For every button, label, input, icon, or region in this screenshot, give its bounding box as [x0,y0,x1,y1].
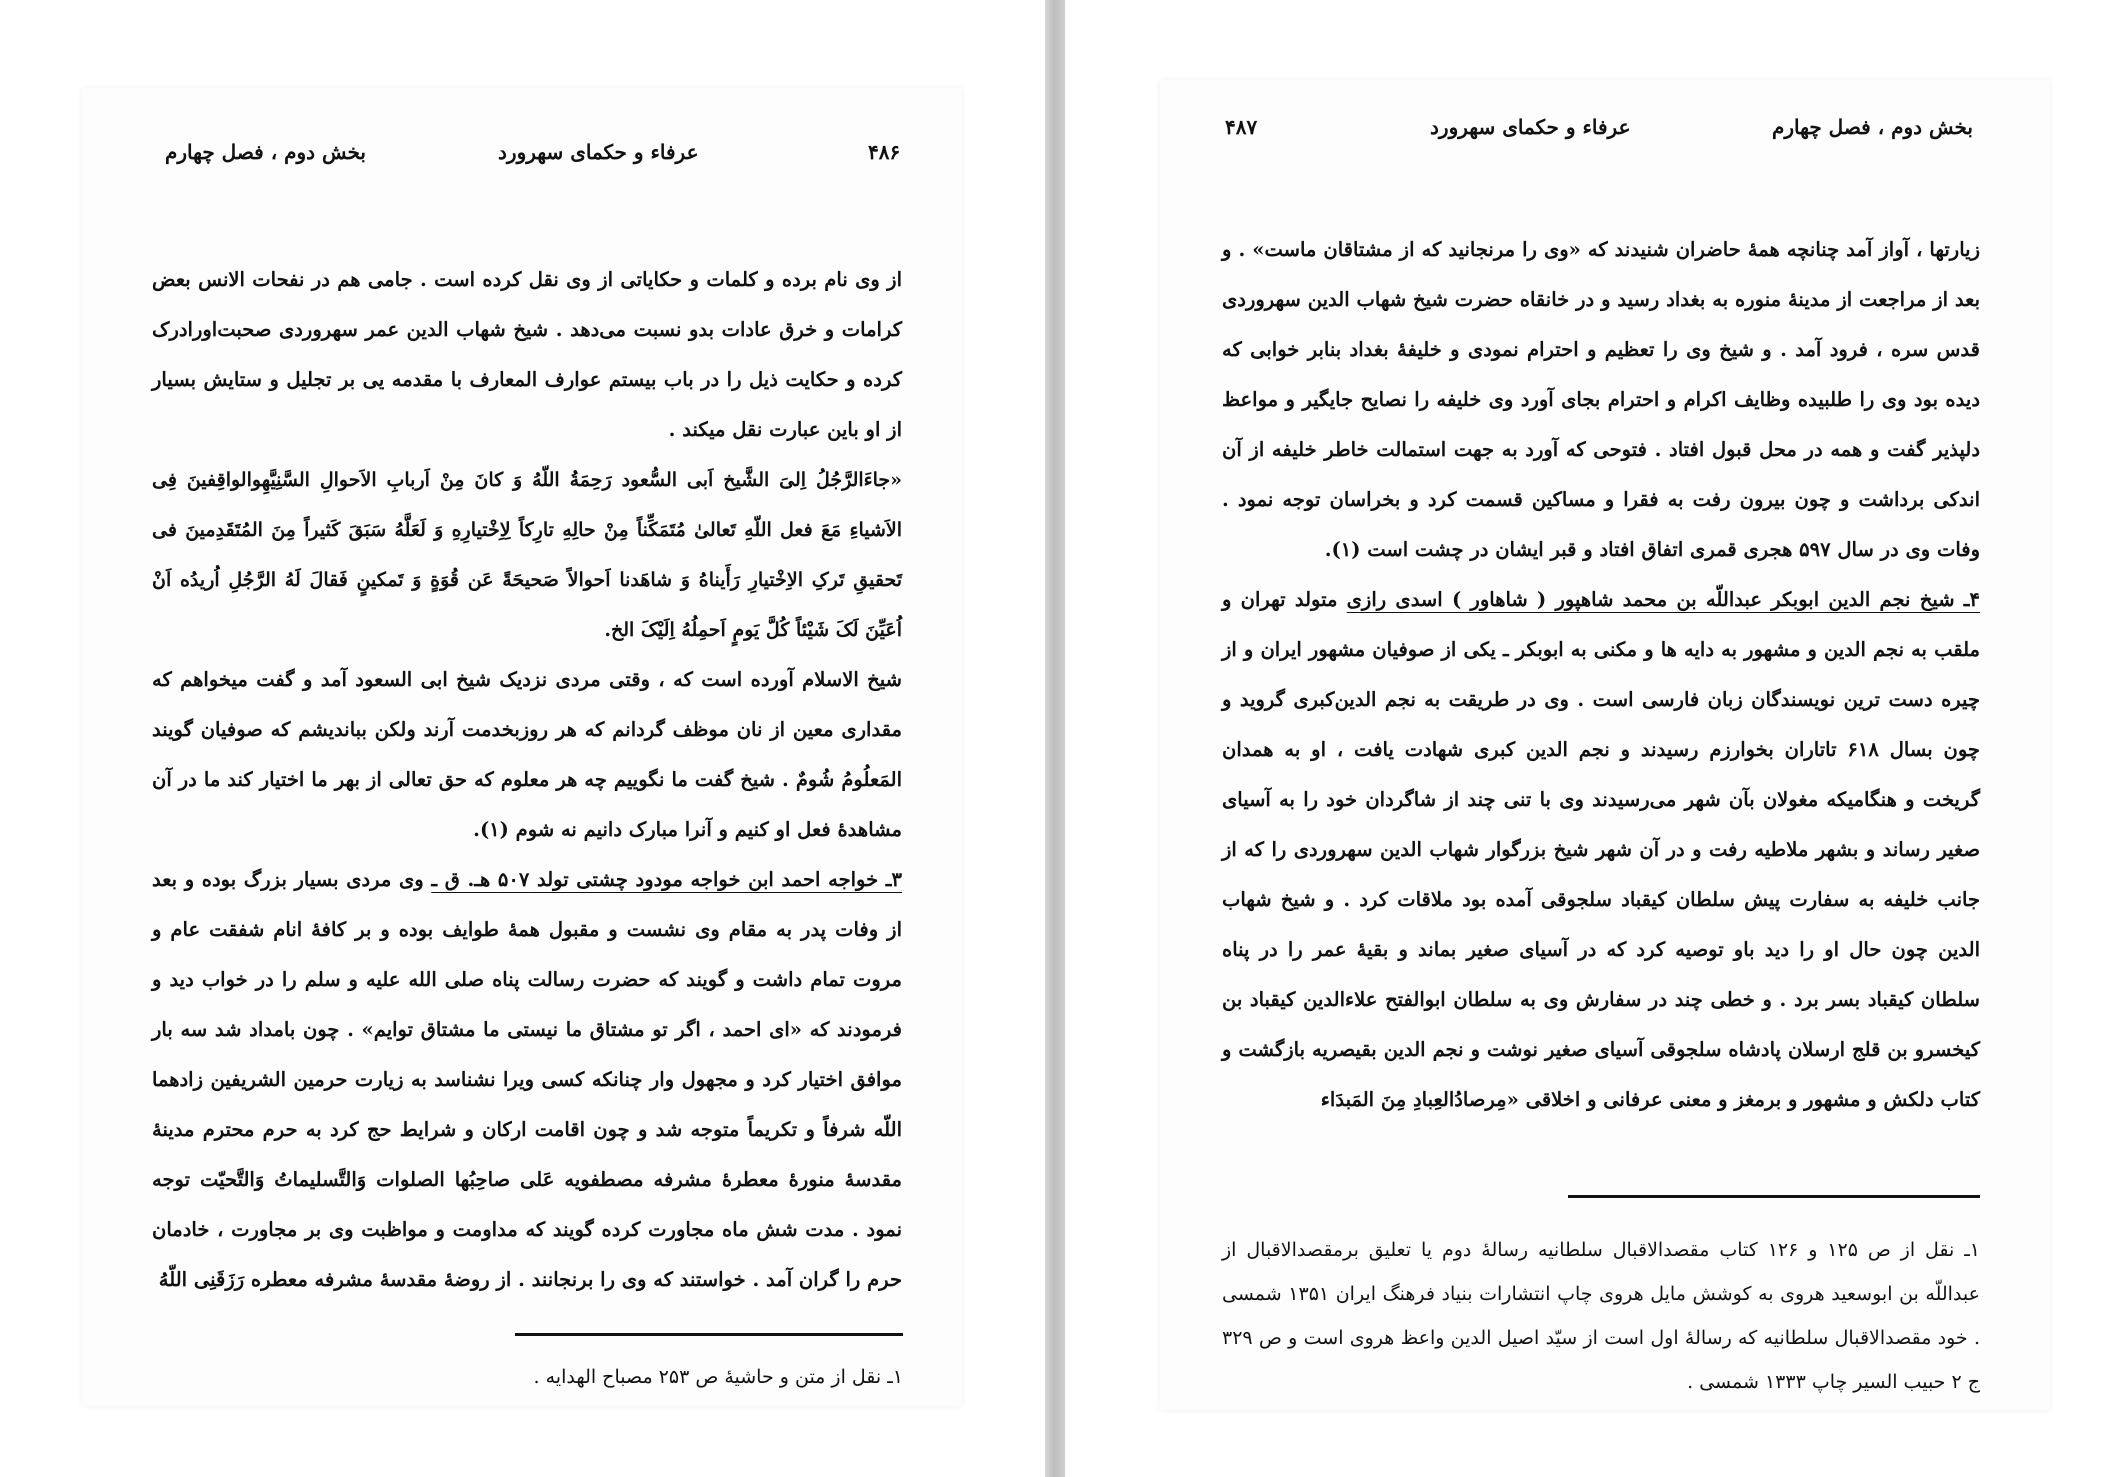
left-page [0,0,1045,1477]
left-page-body [152,255,902,1305]
paragraph-text: متولد تهران و ملقب به نجم الدین و مشهور به دایه ها و مکنی به ابوبکر ـ یکی از صوفیان مشهور ایران و از چیره دست ترین نویسندگان زبان فارسی است . وی در طریقت به نجم الدین‌کبری گروید و چون بسال ۶۱۸ تاتاران بخوارزم رسیدند و نجم الدین کبری شهادت یافت ، او به همدان گریخت و هنگامیکه مغولان بآن شهر می‌رسیدند وی با تنی چند از شاگردان خود را به آسیای صغیر رساند و بشهر ملاطیه رفت و در آن شهر شیخ بزرگوار شهاب الدین سهروردی را که از جانب خلیفه به سفارت پیش سلطان کیقباد سلجوقی آمده بود ملاقات کرد . و شیخ شهاب الدین چون حال او را دید باو توصیه کرد که در آسیای صغیر بماند و بقیهٔ عمر را در پناه سلطان کیقباد بسر برد . و خطی چند در سفارش وی به سلطان ابوالفتح علاءالدین کیقباد بن کیخسرو بن قلج ارسلان پادشاه سلجوقی آسیای صغیر نوشت و نجم الدین بقیصریه بازگشت و کتاب دلکش و مشهور و برمغز و معنی عرفانی و اخلاقی «مِرصادُالعِبادِ مِنَ المَبدَاء [1222,588,1980,1111]
right-page-body [1222,225,1980,1125]
paragraph: از وی نام برده و کلمات و حکایاتی از وی نقل کرده است . جامی هم در نفحات الانس بعض کرامات و خرق عادات بدو نسبت می‌دهد . شیخ شهاب الدین عمر سهروردی صحبت‌اورادرک کرده و حکایت ذیل را در باب بیستم عوارف المعارف با مقدمه یی بر تجلیل و ستایش بسیار از او باین عبارت نقل میکند . [152,268,902,441]
section-title: بخش دوم ، فصل چهارم [1772,115,1973,139]
arabic-quote: «جاءَالرَّجُلُ اِلیَ الشَّیخ اَبی السُّعود رَحِمَةُ اللّهُ وَ کانَ مِنْ اَربابِ الاَحوالِ السَّنِیَّهِوالواقِفینَ فِی الاَشیاءِ مَعَ فعل اللّهِ تَعالیٰ مُتَمَکِّناً مِنْ حالِهِ تارِکاً لِاِخْتیارِهِ وَ لَعَلَّهُ سَبَقَ کَثیراً مِنَ المُتَقَدِمینَ فی تَحقیقِ تَرکِ الاِخْتیارِ رَأَیناهُ وَ شاهَدنا اَحوالاً صَحیحَةً عَن قُوَةٍ وَ تَمکینٍ فَقالَ لَهُ الرَّجُلِ اُریدُه اَنْ اُعَیِّنَ لَکَ شَیْئاً کُلَّ یَومٍ اَحمِلُهُ اِلَیْکَ الخ. [152,469,902,641]
footnote: ۱ـ نقل از متن و حاشیهٔ ص ۲۵۳ مصباح الهدایه . [533,1366,903,1388]
right-page [1065,0,2110,1477]
page-number: ۴۸۶ [868,140,901,164]
page-gutter [1045,0,1065,1477]
page-number: ۴۸۷ [1225,115,1258,139]
section-subtitle: ۳ـ خواجه احمد ابن خواجه مودود چشتی تولد ۵۰۷ هـ. ق ـ [431,868,903,891]
footnote-rule [1568,1195,1980,1198]
paragraph-text: وی مردی بسیار بزرگ بوده و بعد از وفات پدر به مقام وی نشست و مقبول همهٔ طوایف بوده و بر کافهٔ انام شفقت عام و مروت تمام داشت و گویند که حضرت رسالت پناه صلی الله علیه و سلم را در خواب دید و فرمودند که «ای احمد ، اگر تو مشتاق ما نیستی ما مشتاق توایم» . چون بامداد شد سه بار موافق اختیار کرد و مجهول وار چنانکه کسی ویرا نشناسد به زیارت حرمین الشریفین زادهما اللّه شرفاً و تکریماً متوجه شد و چون اقامت ارکان و شرایط حج کرد به حرم محترم مدینهٔ مقدسهٔ منورهٔ معطرهٔ مشرفه مصطفویه عَلی صاحِبُها الصلوات وَالتَّسلیماتُ وَالتَّحیّت توجه نمود . مدت شش ماه مجاورت کرده گویند که مداومت و مواظبت وی بر مجاورت ، خادمان حرم را گران آمد . خواستند که وی را برنجانند . از روضهٔ مقدسهٔ مشرفه معطره رَزَقَنِی اللّهُ [152,868,902,1291]
right-page-header [1065,115,2110,155]
section-paragraph [152,855,902,1305]
running-title: عرفاء و حکمای سهرورد [1430,115,1631,139]
left-page-header [0,140,1045,180]
footnote-rule [515,1333,903,1336]
footnote: ۱ـ نقل از ص ۱۲۵ و ۱۲۶ کتاب مقصدالاقبال سلطانیه رسالهٔ دوم یا تعلیق برمقصدالاقبال از عبداللّه بن ابوسعید هروی به کوشش مایل هروی چاپ انتشارات بنیاد فرهنگ ایران ۱۳۵۱ شمسی . خود مقصدالاقبال سلطانیه که رسالهٔ اول است از سیّد اصیل الدین واعظ هروی است و ص ۳۲۹ ج ۲ حبیب السیر چاپ ۱۳۳۳ شمسی . [1222,1239,1980,1393]
paragraph: شیخ الاسلام آورده است که ، وقتی مردی نزدیک شیخ ابی السعود آمد و گفت میخواهم که مقداری معین از نان موظف گردانم که هر روزبخدمت آرند ولکن بباندیشم که صوفیان گویند المَعلُومُ شُومٌ . شیخ گفت ما نگوییم چه هر معلوم که حق تعالی از بهر ما اختیار کند ما در آن مشاهدهٔ فعل او کنیم و آنرا مبارک دانیم نه شوم (۱). [152,668,902,841]
section-paragraph [1222,575,1980,1125]
section-subtitle: ۴ـ شیخ نجم الدین ابوبکر عبداللّه بن محمد شاهپور ( شاهاور ) اسدی رازی [1346,588,1980,611]
running-title: عرفاء و حکمای سهرورد [498,140,699,164]
paragraph: زیارتها ، آواز آمد چنانچه همهٔ حاضران شنیدند که «وی را مرنجانید که از مشتاقان ماست» . و بعد از مراجعت از مدینهٔ منوره به بغداد رسید و در خانقاه حضرت شیخ شهاب الدین سهروردی قدس سره ، فرود آمد . و شیخ وی را تعظیم و احترام نمودی و خلیفهٔ بغداد بنابر خوابی که دیده بود وی را طلبیده وظایف اکرام و احترام بجای آورد وی خلیفه را نصایح جایگیر و مواعظ دلپذیر گفت و همه در محل قبول افتاد . فتوحی که آورد به جهت استمالت خاطر خلیفه از آن اندکی برداشت و چون بیرون رفت به فقرا و مساکین قسمت کرد و بخراسان توجه نمود . وفات وی در سال ۵۹۷ هجری قمری اتفاق افتاد و قبر ایشان در چشت است (۱). [1222,238,1980,561]
section-title: بخش دوم ، فصل چهارم [165,140,366,164]
